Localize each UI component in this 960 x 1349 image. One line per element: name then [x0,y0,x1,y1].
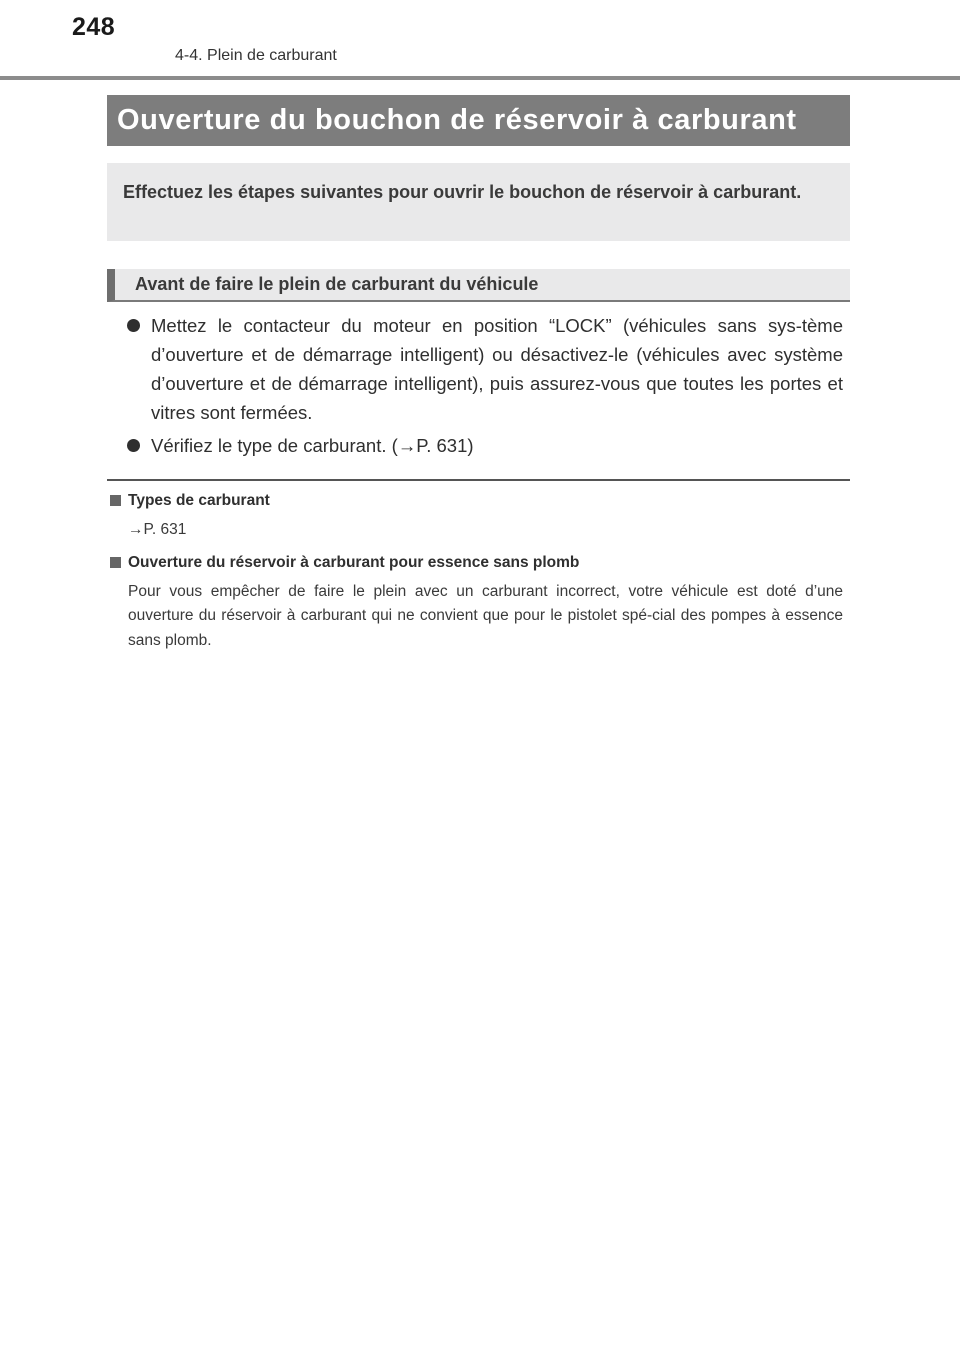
intro-box: Effectuez les étapes suivantes pour ouvrir le bouchon de réservoir à carburant. [107,163,850,241]
bullet-list [127,311,843,464]
note-heading [108,552,850,574]
note-heading-text: Ouverture du réservoir à carburant pour essence sans plomb [128,553,580,571]
square-icon [110,557,121,568]
bullet-icon [127,319,140,332]
note [108,552,850,654]
note-body: →P. 631 [128,521,187,538]
notes [108,490,850,662]
page-number: 248 [72,13,116,41]
bullet-text: Mettez le contacteur du moteur en position “LOCK” (véhicules sans sys-tème d’ouverture et de démarrage intelligent) ou désactivez-le (véhicules avec système d’ouverture et de démarrage intelligent), puis assurez-vous que toutes les portes et vitres sont fermées. [151,315,843,423]
running-head: 4-4. Plein de carburant [175,47,337,64]
note-body: Pour vous empêcher de faire le plein avec un carburant incorrect, votre véhicule est doté d’une ouverture du réservoir à carburant qui ne convient que pour le pistolet spé-cial des pompes à essence sans plomb. [128,582,843,649]
list-item [127,311,843,427]
top-rule [0,76,960,80]
note-heading-text: Types de carburant [128,492,270,509]
note [108,490,850,543]
bullet-text: Vérifiez le type de carburant. (→P. 631) [151,435,474,456]
divider [107,479,850,481]
section-heading: Avant de faire le plein de carburant du véhicule [107,269,850,302]
list-item [127,431,843,460]
square-icon [110,495,121,506]
bullet-icon [127,439,140,452]
note-heading [108,490,850,512]
page-title: Ouverture du bouchon de réservoir à carburant [107,95,850,146]
